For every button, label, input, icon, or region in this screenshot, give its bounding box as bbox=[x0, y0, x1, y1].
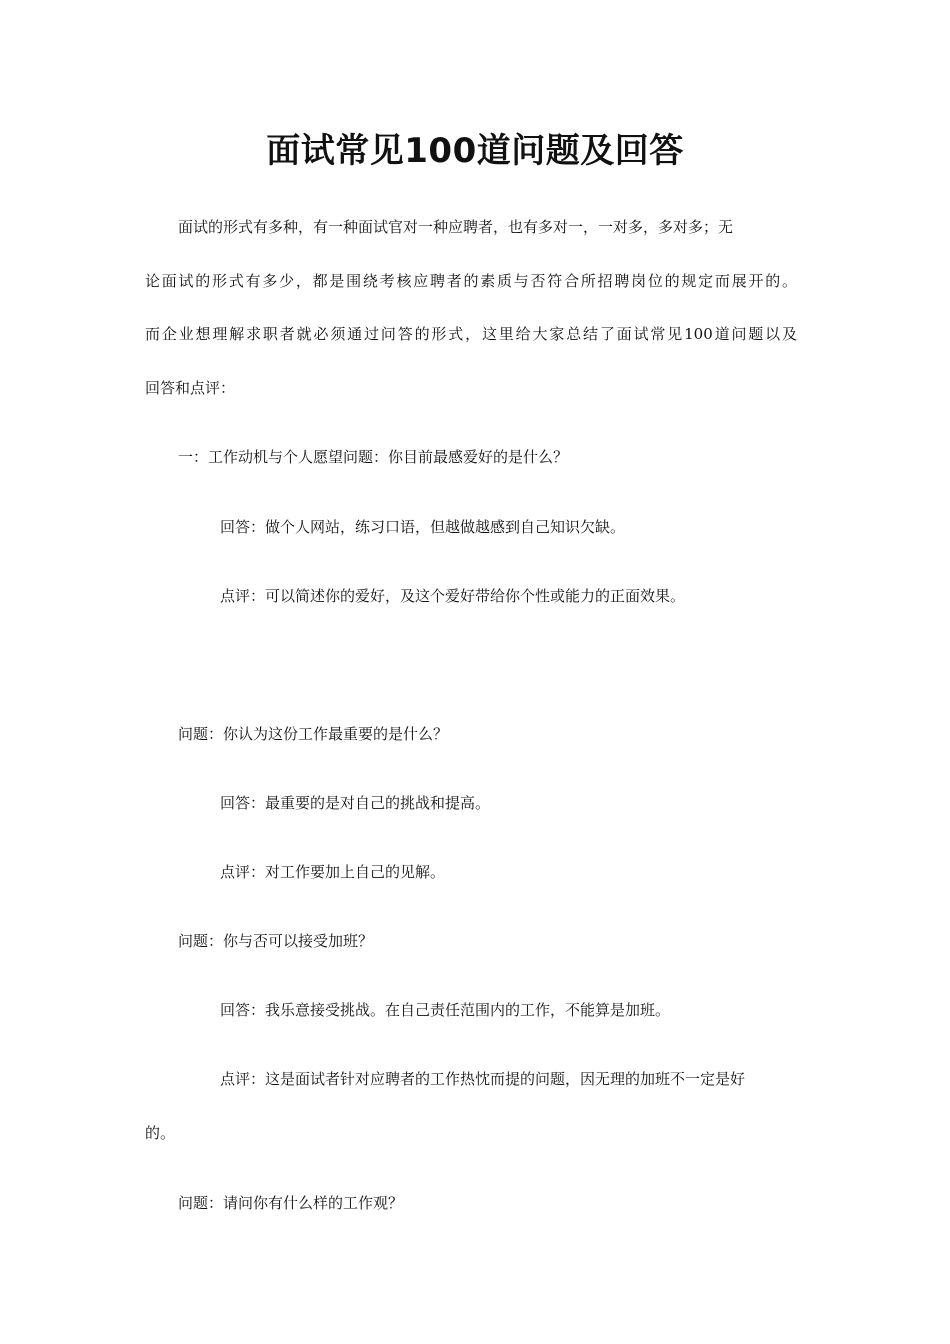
comment-2: 点评：对工作要加上自己的见解。 bbox=[220, 863, 446, 881]
intro-line-1: 面试的形式有多种，有一种面试官对一种应聘者，也有多对一，一对多，多对多；无 bbox=[178, 218, 734, 236]
intro-line-4: 回答和点评： bbox=[145, 379, 236, 397]
question-4: 问题：请问你有什么样的工作观？ bbox=[178, 1194, 404, 1212]
question-1: 一：工作动机与个人愿望问题：你目前最感爱好的是什么？ bbox=[178, 448, 569, 466]
comment-3-line-2: 的。 bbox=[145, 1124, 176, 1142]
comment-3-line-1: 点评：这是面试者针对应聘者的工作热忱而提的问题，因无理的加班不一定是好 bbox=[220, 1070, 746, 1088]
intro-line-3: 而企业想理解求职者就必须通过问答的形式，这里给大家总结了面试常见100道问题以及 bbox=[145, 325, 797, 343]
intro-line-2: 论面试的形式有多少，都是围绕考核应聘者的素质与否符合所招聘岗位的规定而展开的。 bbox=[145, 272, 797, 290]
document-title: 面试常见100道问题及回答 bbox=[266, 131, 684, 171]
comment-1: 点评：可以简述你的爱好，及这个爱好带给你个性或能力的正面效果。 bbox=[220, 587, 686, 605]
answer-3: 回答：我乐意接受挑战。在自己责任范围内的工作，不能算是加班。 bbox=[220, 1001, 671, 1019]
answer-1: 回答：做个人网站，练习口语，但越做越感到自己知识欠缺。 bbox=[220, 518, 626, 536]
question-3: 问题：你与否可以接受加班？ bbox=[178, 932, 374, 950]
answer-2: 回答：最重要的是对自己的挑战和提高。 bbox=[220, 794, 491, 812]
question-2: 问题：你认为这份工作最重要的是什么？ bbox=[178, 725, 449, 743]
